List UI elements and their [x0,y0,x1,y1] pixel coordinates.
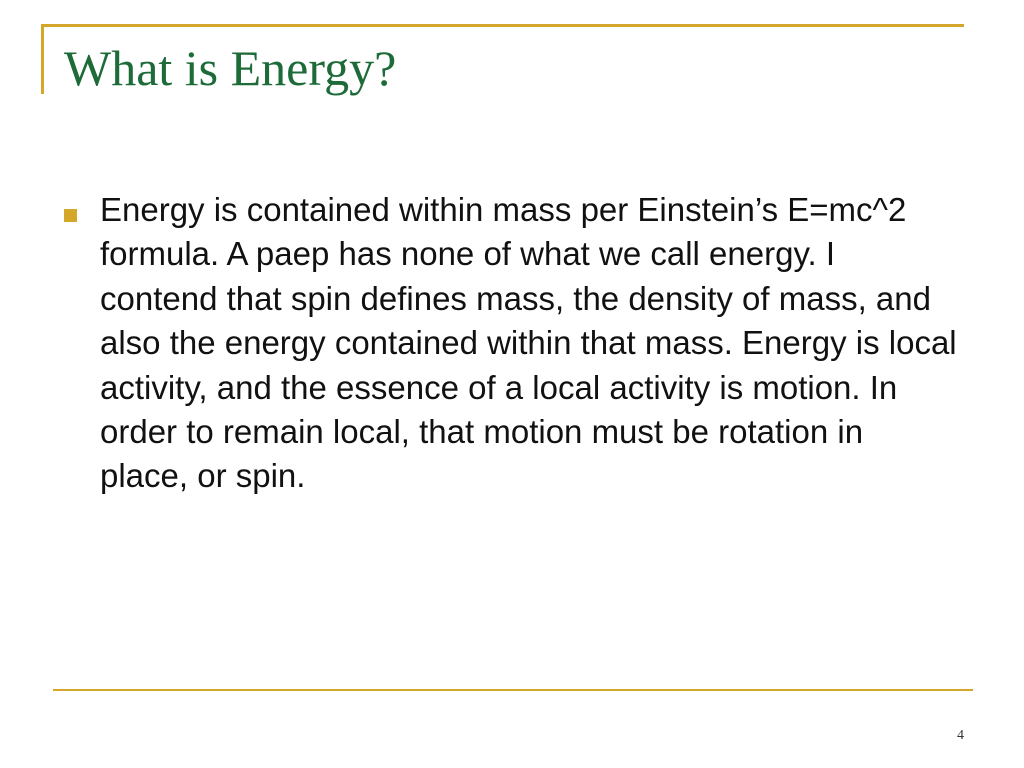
bullet-item [60,188,960,499]
slide-title: What is Energy? [64,40,397,96]
bullet-text: Energy is contained within mass per Einstein’s E=mc^2 formula. A paep has none of what we call energy. I contend that spin defines mass, the density of mass, and also the energy contained within that mass. Energy is local activity, and the essence of a local activity is motion. In order to remain local, that motion must be rotation in place, or spin. [100,191,957,495]
page-number: 4 [957,728,964,743]
frame-accent-top-line [41,24,964,27]
footer-divider [53,689,973,691]
bullet-list [60,188,960,499]
square-bullet-icon [64,209,77,222]
frame-accent-vertical-line [41,24,44,94]
